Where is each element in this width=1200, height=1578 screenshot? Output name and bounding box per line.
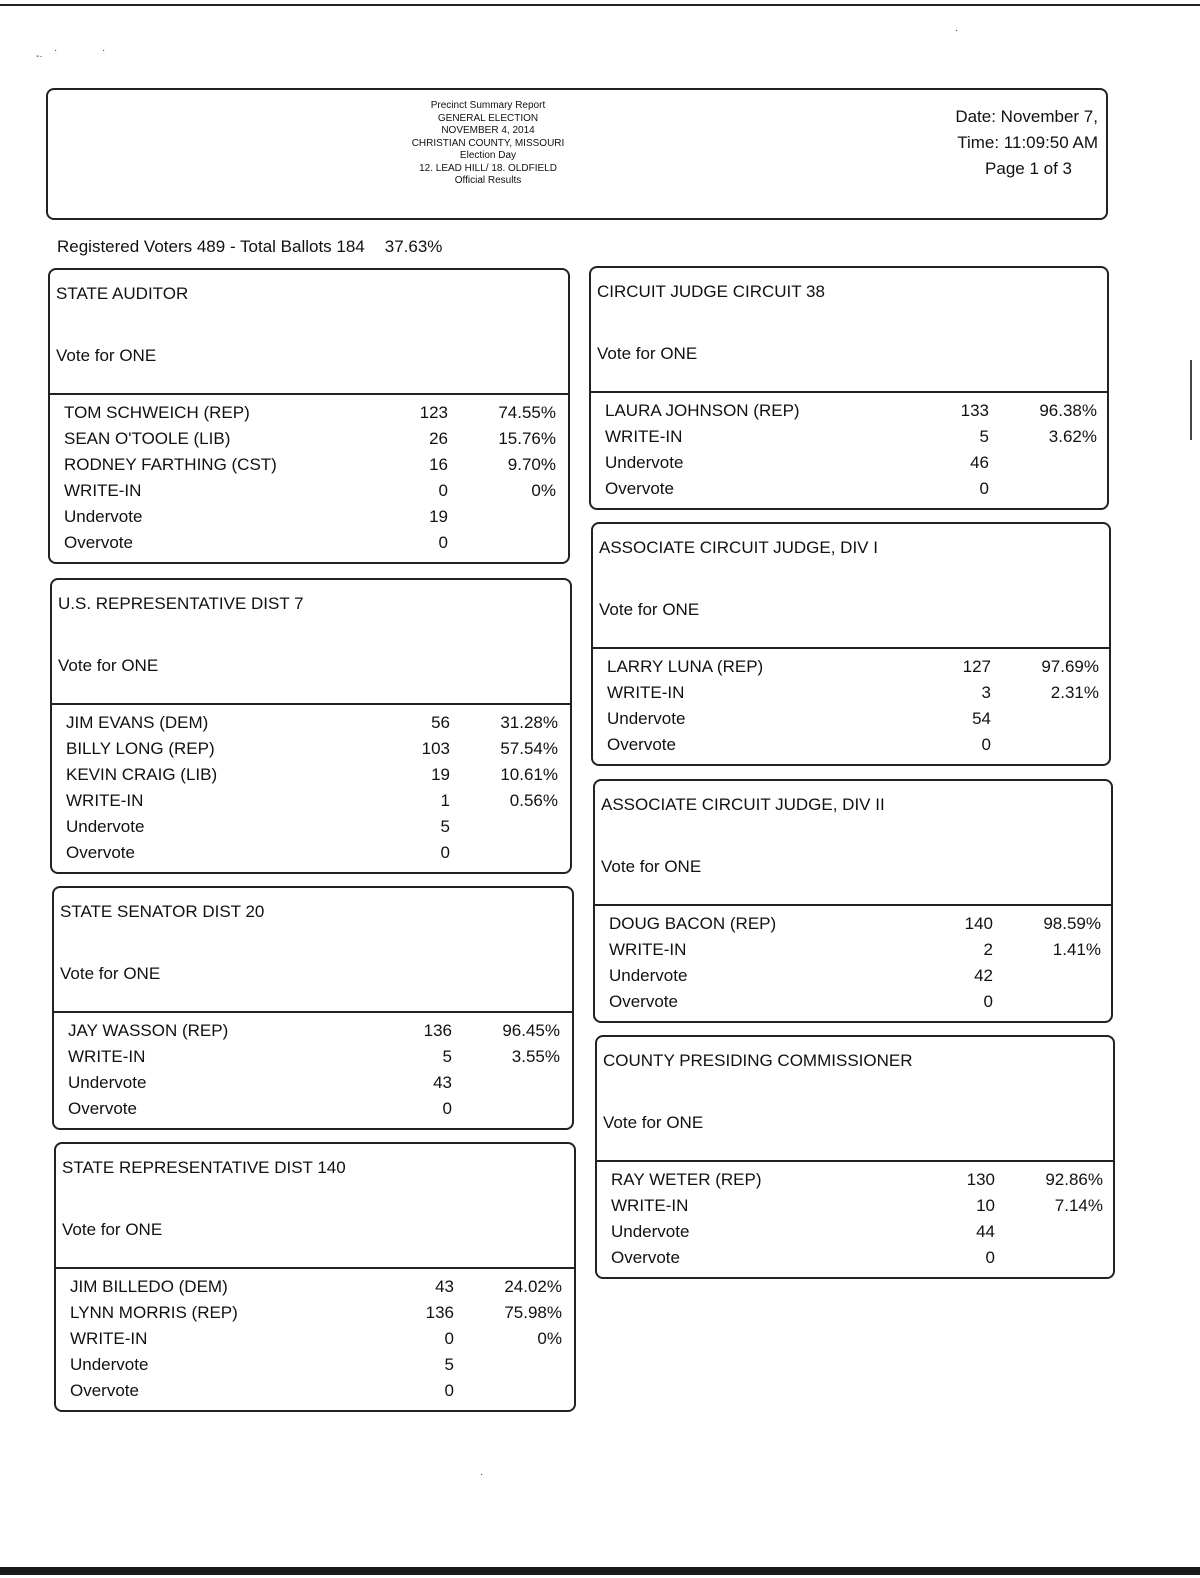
vote-count: 127: [962, 657, 991, 676]
results-table: [597, 1167, 1113, 1271]
header-line: Election Day: [459, 150, 517, 161]
result-row: [593, 654, 1109, 680]
contest-box: [595, 1035, 1115, 1279]
candidate-name: Overvote: [607, 735, 676, 754]
contest-divider: [595, 904, 1111, 906]
candidate-name: Overvote: [68, 1099, 137, 1118]
vote-count: 0: [438, 481, 448, 500]
results-table: [595, 911, 1111, 1015]
header-line: Official Results: [454, 175, 522, 186]
vote-count: 0: [438, 533, 448, 552]
candidate-name: Overvote: [70, 1381, 139, 1400]
contest-divider: [593, 647, 1109, 649]
result-row: [56, 1352, 574, 1378]
candidate-name: DOUG BACON (REP): [609, 914, 777, 933]
vote-percent: 0%: [531, 481, 556, 500]
vote-count: 5: [442, 1047, 452, 1066]
vote-count: 0: [442, 1099, 452, 1118]
result-row: [52, 788, 570, 814]
turnout-summary: [57, 237, 442, 257]
vote-count: 0: [981, 735, 991, 754]
candidate-name: SEAN O'TOOLE (LIB): [64, 429, 231, 448]
vote-percent: 75.98%: [504, 1303, 562, 1322]
contest-title: STATE SENATOR DIST 20: [60, 902, 265, 921]
contest-divider: [56, 1267, 574, 1269]
vote-count: 123: [419, 403, 448, 422]
vote-count: 0: [444, 1381, 454, 1400]
vote-count: 130: [966, 1170, 995, 1189]
vote-count: 56: [431, 713, 450, 732]
scan-edge-mark: [1190, 360, 1192, 440]
vote-percent: 96.38%: [1039, 401, 1097, 420]
candidate-name: RAY WETER (REP): [611, 1170, 762, 1189]
vote-percent: 96.45%: [502, 1021, 560, 1040]
result-row: [591, 424, 1107, 450]
result-row: [595, 963, 1111, 989]
report-date: Date: November 7,: [955, 107, 1098, 126]
result-row: [50, 530, 568, 556]
candidate-name: Undervote: [64, 507, 143, 526]
vote-count: 5: [444, 1355, 454, 1374]
contest-box: [589, 266, 1109, 510]
result-row: [56, 1300, 574, 1326]
contest-divider: [591, 391, 1107, 393]
vote-count: 19: [431, 765, 450, 784]
vote-count: 136: [425, 1303, 454, 1322]
results-table: [50, 400, 568, 556]
candidate-name: JAY WASSON (REP): [68, 1021, 229, 1040]
scan-speck: -·: [36, 51, 43, 62]
vote-count: 5: [979, 427, 989, 446]
vote-for-label: Vote for ONE: [60, 964, 161, 983]
scan-edge-bottom: [0, 1567, 1200, 1575]
vote-percent: 1.41%: [1052, 940, 1101, 959]
results-table: [52, 710, 570, 866]
vote-count: 16: [429, 455, 448, 474]
vote-for-label: Vote for ONE: [599, 600, 700, 619]
report-time: Time: 11:09:50 AM: [957, 133, 1098, 152]
result-row: [56, 1326, 574, 1352]
candidate-name: WRITE-IN: [609, 940, 687, 959]
result-row: [593, 732, 1109, 758]
contest-divider: [54, 1011, 572, 1013]
vote-count: 1: [440, 791, 450, 810]
scan-speck: ·: [955, 25, 959, 36]
vote-percent: 3.55%: [511, 1047, 560, 1066]
result-row: [52, 762, 570, 788]
results-table: [591, 398, 1107, 502]
vote-percent: 74.55%: [498, 403, 556, 422]
vote-count: 136: [423, 1021, 452, 1040]
vote-percent: 2.31%: [1050, 683, 1099, 702]
result-row: [591, 398, 1107, 424]
candidate-name: KEVIN CRAIG (LIB): [66, 765, 218, 784]
scan-speck: ·: [102, 45, 106, 56]
vote-count: 0: [444, 1329, 454, 1348]
vote-count: 43: [435, 1277, 454, 1296]
header-line: 12. LEAD HILL/ 18. OLDFIELD: [419, 162, 557, 174]
result-row: [595, 911, 1111, 937]
contest-box: [591, 522, 1111, 766]
candidate-name: RODNEY FARTHING (CST): [64, 455, 277, 474]
vote-percent: 24.02%: [504, 1277, 562, 1296]
candidate-name: LARRY LUNA (REP): [607, 657, 764, 676]
candidate-name: Overvote: [66, 843, 135, 862]
result-row: [597, 1219, 1113, 1245]
vote-percent: 15.76%: [498, 429, 556, 448]
vote-for-label: Vote for ONE: [58, 656, 159, 675]
result-row: [595, 937, 1111, 963]
vote-count: 19: [429, 507, 448, 526]
header-line: Precinct Summary Report: [430, 100, 546, 111]
result-row: [54, 1096, 572, 1122]
result-row: [50, 452, 568, 478]
vote-count: 5: [440, 817, 450, 836]
scan-speck: ·: [54, 45, 58, 56]
vote-count: 103: [421, 739, 450, 758]
candidate-name: WRITE-IN: [611, 1196, 689, 1215]
vote-percent: 98.59%: [1043, 914, 1101, 933]
vote-count: 10: [976, 1196, 995, 1215]
result-row: [52, 710, 570, 736]
result-row: [597, 1167, 1113, 1193]
result-row: [56, 1274, 574, 1300]
vote-for-label: Vote for ONE: [62, 1220, 163, 1239]
vote-count: 44: [976, 1222, 995, 1241]
vote-percent: 0.56%: [509, 791, 558, 810]
vote-percent: 97.69%: [1041, 657, 1099, 676]
result-row: [50, 426, 568, 452]
candidate-name: TOM SCHWEICH (REP): [64, 403, 250, 422]
candidate-name: Undervote: [609, 966, 688, 985]
page-number: Page 1 of 3: [985, 159, 1072, 178]
result-row: [591, 476, 1107, 502]
vote-count: 26: [429, 429, 448, 448]
result-row: [50, 478, 568, 504]
scan-edge-top: [0, 4, 1200, 6]
candidate-name: BILLY LONG (REP): [66, 739, 215, 758]
contest-box: [52, 886, 574, 1130]
report-header-lines: [378, 100, 598, 188]
result-row: [50, 504, 568, 530]
result-row: [50, 400, 568, 426]
vote-for-label: Vote for ONE: [601, 857, 702, 876]
contest-title: STATE REPRESENTATIVE DIST 140: [62, 1158, 346, 1177]
results-table: [54, 1018, 572, 1122]
vote-count: 43: [433, 1073, 452, 1092]
vote-count: 0: [979, 479, 989, 498]
vote-count: 54: [972, 709, 991, 728]
candidate-name: Undervote: [66, 817, 145, 836]
candidate-name: Overvote: [611, 1248, 680, 1267]
report-header: [46, 88, 1108, 220]
vote-percent: 0%: [537, 1329, 562, 1348]
contest-title: ASSOCIATE CIRCUIT JUDGE, DIV I: [599, 538, 878, 557]
candidate-name: Undervote: [607, 709, 686, 728]
result-row: [52, 840, 570, 866]
vote-count: 2: [983, 940, 993, 959]
candidate-name: Overvote: [609, 992, 678, 1011]
result-row: [56, 1378, 574, 1404]
vote-for-label: Vote for ONE: [56, 346, 157, 365]
candidate-name: LAURA JOHNSON (REP): [605, 401, 800, 420]
vote-for-label: Vote for ONE: [597, 344, 698, 363]
result-row: [52, 736, 570, 762]
vote-count: 0: [983, 992, 993, 1011]
scan-speck: ·: [480, 1469, 484, 1480]
vote-count: 140: [964, 914, 993, 933]
results-table: [593, 654, 1109, 758]
contest-title: COUNTY PRESIDING COMMISSIONER: [603, 1051, 913, 1070]
vote-count: 3: [981, 683, 991, 702]
result-row: [595, 989, 1111, 1015]
candidate-name: WRITE-IN: [64, 481, 142, 500]
contest-box: [48, 268, 570, 564]
candidate-name: Undervote: [611, 1222, 690, 1241]
contest-title: CIRCUIT JUDGE CIRCUIT 38: [597, 282, 825, 301]
result-row: [591, 450, 1107, 476]
candidate-name: WRITE-IN: [605, 427, 683, 446]
contest-divider: [52, 703, 570, 705]
candidate-name: Undervote: [68, 1073, 147, 1092]
vote-count: 42: [974, 966, 993, 985]
result-row: [597, 1193, 1113, 1219]
candidate-name: WRITE-IN: [68, 1047, 146, 1066]
result-row: [54, 1044, 572, 1070]
candidate-name: Overvote: [605, 479, 674, 498]
vote-for-label: Vote for ONE: [603, 1113, 704, 1132]
contest-box: [593, 779, 1113, 1023]
contest-box: [50, 578, 572, 874]
header-line: CHRISTIAN COUNTY, MISSOURI: [411, 137, 565, 149]
result-row: [54, 1070, 572, 1096]
vote-percent: 9.70%: [507, 455, 556, 474]
contest-title: STATE AUDITOR: [56, 284, 189, 303]
candidate-name: WRITE-IN: [66, 791, 144, 810]
vote-count: 133: [960, 401, 989, 420]
header-line: NOVEMBER 4, 2014: [441, 125, 535, 136]
result-row: [593, 706, 1109, 732]
vote-percent: 92.86%: [1045, 1170, 1103, 1189]
candidate-name: LYNN MORRIS (REP): [70, 1303, 238, 1322]
registered-voters: Registered Voters 489 - Total Ballots 184: [57, 237, 365, 256]
contest-divider: [597, 1160, 1113, 1162]
report-meta: [898, 104, 1098, 182]
contest-title: U.S. REPRESENTATIVE DIST 7: [58, 594, 304, 613]
vote-count: 0: [440, 843, 450, 862]
candidate-name: WRITE-IN: [70, 1329, 148, 1348]
contest-box: [54, 1142, 576, 1412]
candidate-name: Undervote: [605, 453, 684, 472]
vote-percent: 10.61%: [500, 765, 558, 784]
contest-divider: [50, 393, 568, 395]
vote-percent: 31.28%: [500, 713, 558, 732]
results-table: [56, 1274, 574, 1404]
turnout-percent: 37.63%: [384, 237, 443, 256]
result-row: [52, 814, 570, 840]
header-line: GENERAL ELECTION: [437, 112, 539, 124]
vote-count: 46: [970, 453, 989, 472]
result-row: [54, 1018, 572, 1044]
result-row: [593, 680, 1109, 706]
candidate-name: JIM EVANS (DEM): [66, 713, 209, 732]
vote-count: 0: [985, 1248, 995, 1267]
vote-percent: 7.14%: [1054, 1196, 1103, 1215]
contest-title: ASSOCIATE CIRCUIT JUDGE, DIV II: [601, 795, 885, 814]
candidate-name: WRITE-IN: [607, 683, 685, 702]
result-row: [597, 1245, 1113, 1271]
vote-percent: 57.54%: [500, 739, 558, 758]
candidate-name: Undervote: [70, 1355, 149, 1374]
candidate-name: Overvote: [64, 533, 133, 552]
candidate-name: JIM BILLEDO (DEM): [70, 1277, 228, 1296]
vote-percent: 3.62%: [1048, 427, 1097, 446]
